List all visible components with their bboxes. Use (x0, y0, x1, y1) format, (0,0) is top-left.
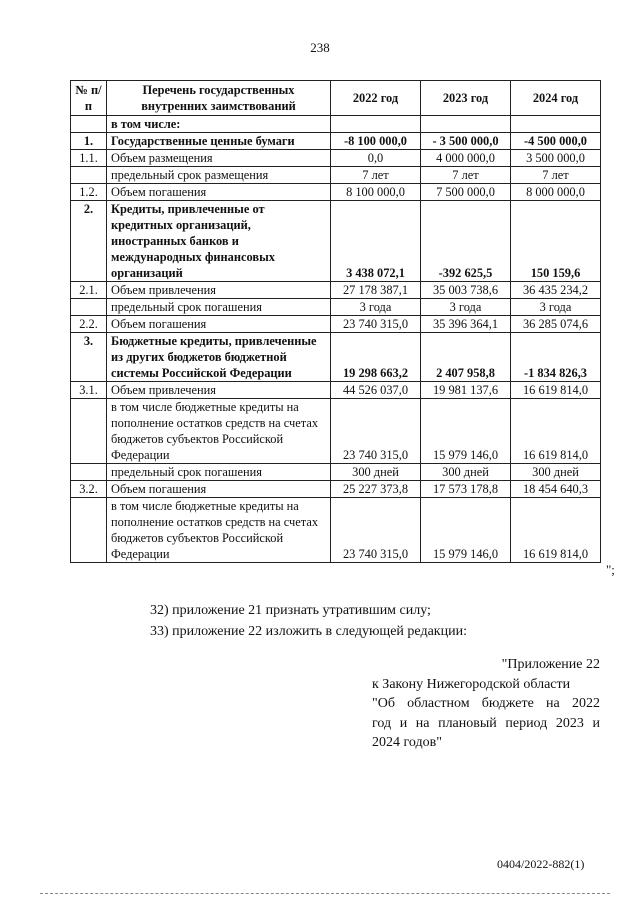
row-number: 3. (71, 333, 107, 382)
header-name: Перечень государственных внутренних заимствований (107, 81, 331, 116)
table-header-row (71, 81, 601, 116)
cell-2022: 3 438 072,1 (331, 201, 421, 282)
appendix-line-4 (372, 714, 600, 734)
header-2022: 2022 год (331, 81, 421, 116)
cell-2022: 27 178 387,1 (331, 282, 421, 299)
row-number (71, 116, 107, 133)
cell-2022: 8 100 000,0 (331, 184, 421, 201)
page-number: 238 (310, 40, 330, 55)
row-number: 1.1. (71, 150, 107, 167)
row-name: предельный срок размещения (107, 167, 331, 184)
row-name: предельный срок погашения (107, 299, 331, 316)
appendix-word: и (592, 715, 600, 731)
appendix-word: год (372, 715, 392, 731)
cell-2023: -392 625,5 (421, 201, 511, 282)
row-name: Государственные ценные бумаги (107, 133, 331, 150)
row-number: 3.2. (71, 481, 107, 498)
cell-2024: 300 дней (511, 464, 601, 481)
cell-2023: 4 000 000,0 (421, 150, 511, 167)
table-row (71, 399, 601, 464)
cell-2023: 19 981 137,6 (421, 382, 511, 399)
appendix-line-5: 2024 годов" (372, 735, 442, 750)
table-row (71, 201, 601, 282)
table-row (71, 282, 601, 299)
row-name: Объем погашения (107, 481, 331, 498)
row-name: Объем привлечения (107, 382, 331, 399)
cell-2024: 3 года (511, 299, 601, 316)
cell-2023: 15 979 146,0 (421, 399, 511, 464)
appendix-line-1: "Приложение 22 (501, 657, 600, 672)
appendix-word: 2022 (571, 696, 600, 711)
appendix-word: областном (407, 696, 470, 711)
cell-2024: 16 619 814,0 (511, 382, 601, 399)
table-row (71, 464, 601, 481)
cell-2024: -1 834 826,3 (511, 333, 601, 382)
table-row (71, 481, 601, 498)
table-row (71, 184, 601, 201)
cell-2022: 19 298 663,2 (331, 333, 421, 382)
cell-2024: 8 000 000,0 (511, 184, 601, 201)
cell-2023: 17 573 178,8 (421, 481, 511, 498)
row-name: в том числе: (107, 116, 331, 133)
appendix-line-2: к Закону Нижегородской области (372, 676, 571, 692)
row-name: Кредиты, привлеченные от кредитных организаций, иностранных банков и международных финансовых организаций (107, 201, 331, 282)
cell-2023: 300 дней (421, 464, 511, 481)
cell-2022: 23 740 315,0 (331, 498, 421, 563)
row-number: 2.2. (71, 316, 107, 333)
cell-2022: 23 740 315,0 (331, 399, 421, 464)
row-name: Объем привлечения (107, 282, 331, 299)
cell-2024: 150 159,6 (511, 201, 601, 282)
cell-2024: 36 285 074,6 (511, 316, 601, 333)
cell-2024: 7 лет (511, 167, 601, 184)
cell-2023: 3 года (421, 299, 511, 316)
row-name: Бюджетные кредиты, привлеченные из других бюджетов бюджетной системы Российской Федерации (107, 333, 331, 382)
table-row (71, 167, 601, 184)
appendix-word: "Об (372, 696, 395, 711)
appendix-word: 2023 (555, 715, 584, 731)
borrowings-table (70, 80, 601, 563)
table-row (71, 333, 601, 382)
header-2023: 2023 год (421, 81, 511, 116)
document-number: 0404/2022-882(1) (497, 857, 585, 871)
table-row (71, 299, 601, 316)
row-number (71, 498, 107, 563)
cell-2022: 0,0 (331, 150, 421, 167)
cell-2022: 44 526 037,0 (331, 382, 421, 399)
cell-2022: 300 дней (331, 464, 421, 481)
paragraph-33: 33) приложение 22 изложить в следующей редакции: (150, 624, 467, 639)
cell-2023: 7 лет (421, 167, 511, 184)
cell-2024: 18 454 640,3 (511, 481, 601, 498)
header-num: № п/п (71, 81, 107, 116)
row-number (71, 299, 107, 316)
row-number: 2.1. (71, 282, 107, 299)
cell-2024: 16 619 814,0 (511, 399, 601, 464)
row-name: в том числе бюджетные кредиты на пополнение остатков средств на счетах бюджетов субъектов Российской Федерации (107, 399, 331, 464)
row-name: Объем размещения (107, 150, 331, 167)
row-number: 3.1. (71, 382, 107, 399)
cell-2022: 3 года (331, 299, 421, 316)
table-row (71, 498, 601, 563)
row-name: Объем погашения (107, 316, 331, 333)
appendix-word: период (505, 715, 548, 731)
cell-2024: -4 500 000,0 (511, 133, 601, 150)
row-number (71, 464, 107, 481)
table-row (71, 133, 601, 150)
cell-2024 (511, 116, 601, 133)
cell-2023: 15 979 146,0 (421, 498, 511, 563)
row-name: Объем погашения (107, 184, 331, 201)
table-row (71, 382, 601, 399)
cell-2023 (421, 116, 511, 133)
row-name: в том числе бюджетные кредиты на пополнение остатков средств на счетах бюджетов субъектов Российской Федерации (107, 498, 331, 563)
closing-quote-mark: "; (606, 562, 615, 577)
row-number (71, 399, 107, 464)
cell-2024: 16 619 814,0 (511, 498, 601, 563)
appendix-word: на (415, 715, 430, 731)
cell-2022: -8 100 000,0 (331, 133, 421, 150)
table-row (71, 316, 601, 333)
appendix-heading (372, 655, 600, 753)
paragraph-32: 32) приложение 21 признать утратившим силу; (150, 603, 431, 618)
header-2024: 2024 год (511, 81, 601, 116)
appendix-word: бюджете (481, 696, 534, 711)
table-row (71, 116, 601, 133)
cell-2022: 23 740 315,0 (331, 316, 421, 333)
row-number (71, 167, 107, 184)
cell-2023: 7 500 000,0 (421, 184, 511, 201)
footer-divider (40, 893, 610, 894)
row-number: 1.2. (71, 184, 107, 201)
cell-2022: 7 лет (331, 167, 421, 184)
table-row (71, 150, 601, 167)
cell-2024: 36 435 234,2 (511, 282, 601, 299)
cell-2024: 3 500 000,0 (511, 150, 601, 167)
row-number: 2. (71, 201, 107, 282)
row-name: предельный срок погашения (107, 464, 331, 481)
cell-2023: 35 003 738,6 (421, 282, 511, 299)
appendix-word: и (399, 715, 408, 731)
cell-2023: 35 396 364,1 (421, 316, 511, 333)
cell-2022 (331, 116, 421, 133)
cell-2022: 25 227 373,8 (331, 481, 421, 498)
row-number: 1. (71, 133, 107, 150)
appendix-word: плановый (438, 715, 497, 731)
appendix-word: на (546, 696, 560, 711)
cell-2023: 2 407 958,8 (421, 333, 511, 382)
appendix-line-3 (372, 694, 600, 714)
cell-2023: - 3 500 000,0 (421, 133, 511, 150)
